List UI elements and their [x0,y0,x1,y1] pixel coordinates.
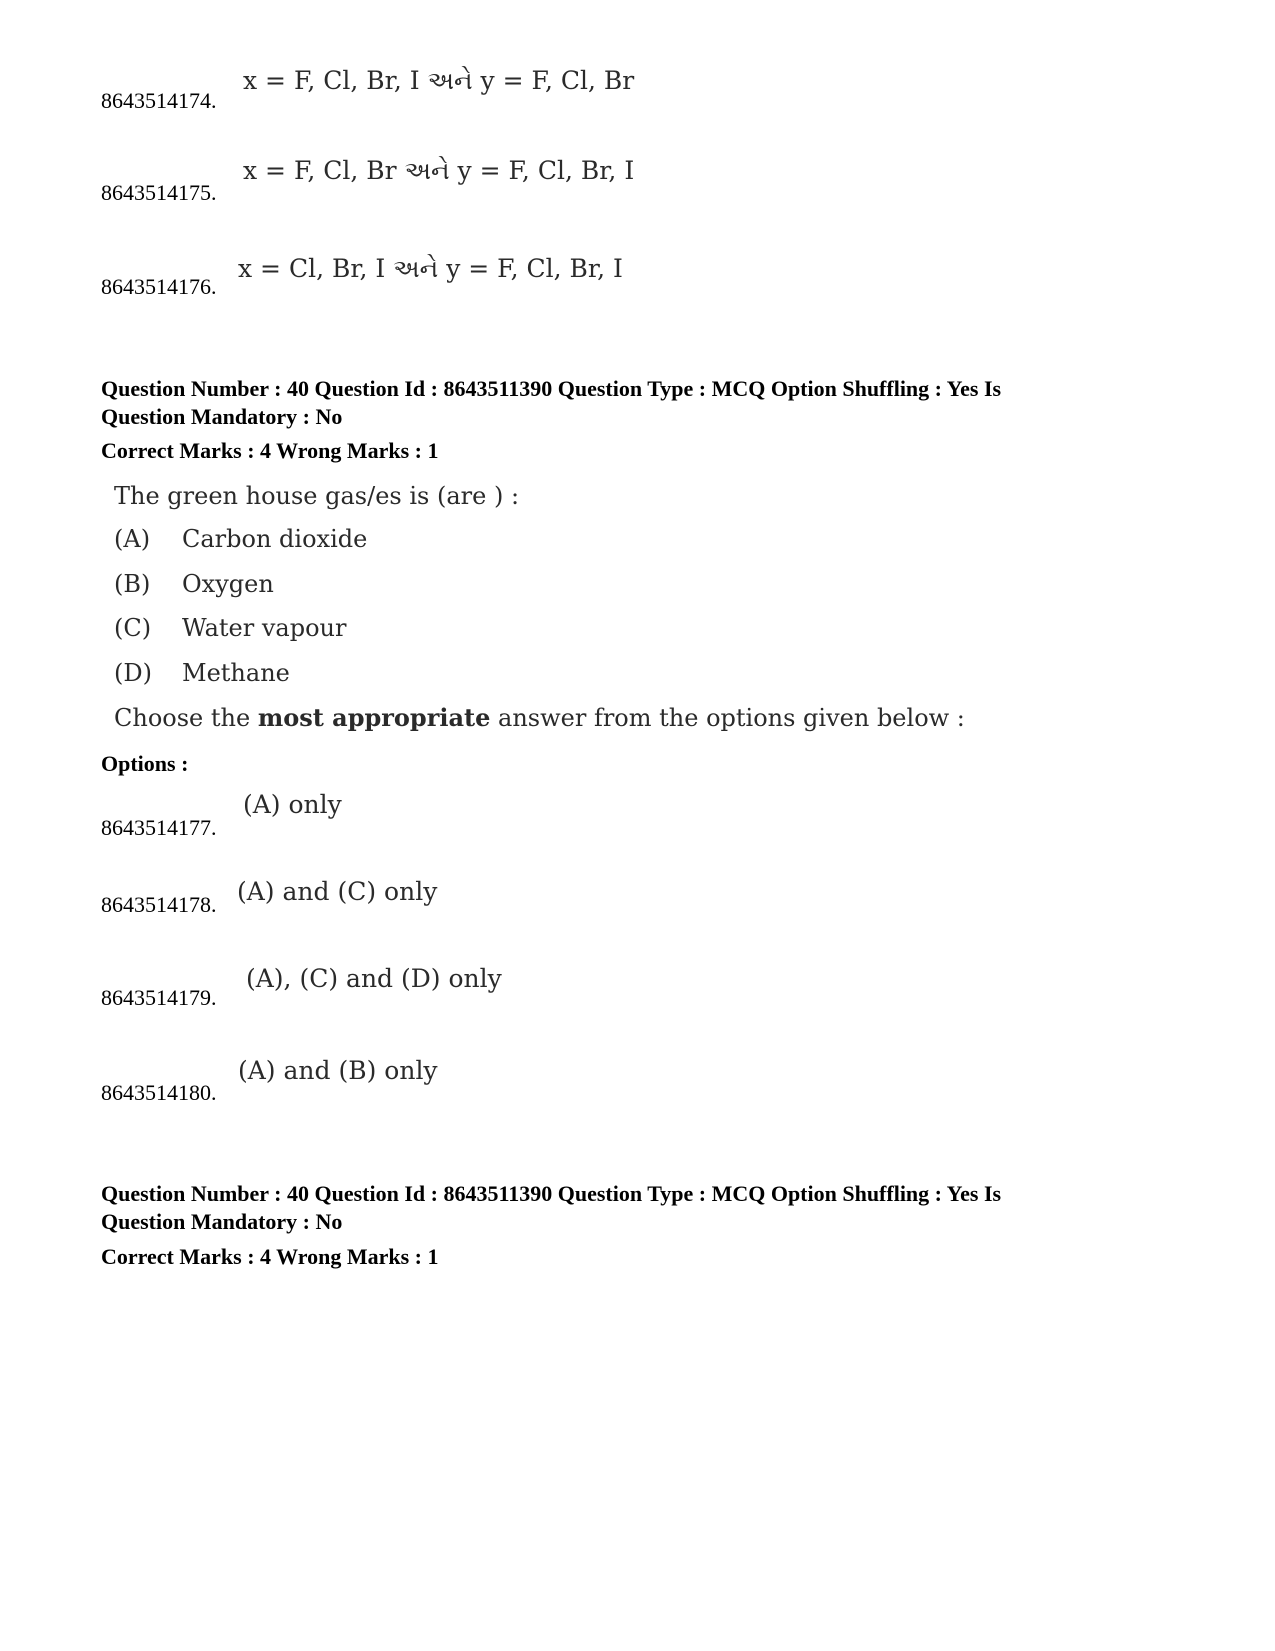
question-item-c [114,614,346,642]
instruction-bold: most appropriate [257,703,491,732]
option-text-8643514176: x = Cl, Br, I અને y = F, Cl, Br, I [238,254,623,283]
instruction-post: answer from the options given below : [490,704,965,732]
question-header [101,375,1181,431]
option-text-8643514179: (A), (C) and (D) only [246,964,502,993]
option-text-8643514175: x = F, Cl, Br અને y = F, Cl, Br, I [243,156,635,185]
question-item-b [114,570,274,598]
question-marks: Correct Marks : 4 Wrong Marks : 1 [101,438,439,463]
option-id-8643514174: 8643514174. [101,88,217,113]
option-id-8643514175: 8643514175. [101,180,217,205]
question-header-line1: Question Number : 40 Question Id : 8643511390 Question Type : MCQ Option Shuffling : Yes Is [101,376,1002,401]
item-text: Water vapour [182,614,347,642]
option-id-8643514179: 8643514179. [101,985,217,1010]
question-stem: The green house gas/es is (are ) : [114,482,520,510]
item-letter: (B) [114,570,151,598]
option-text-8643514180: (A) and (B) only [238,1056,438,1085]
item-text: Carbon dioxide [182,525,368,553]
item-letter: (D) [114,659,152,687]
question-header-line2: Question Mandatory : No [101,1209,343,1234]
option-id-8643514178: 8643514178. [101,892,217,917]
options-label: Options : [101,751,189,776]
question-item-d [114,659,290,687]
option-text-8643514178: (A) and (C) only [237,877,438,906]
question-header-2 [101,1180,1181,1236]
option-id-8643514176: 8643514176. [101,274,217,299]
option-id-8643514177: 8643514177. [101,815,217,840]
question-header-line1: Question Number : 40 Question Id : 8643511390 Question Type : MCQ Option Shuffling : Yes Is [101,1181,1002,1206]
instruction-pre: Choose the [114,704,258,732]
option-text-8643514174: x = F, Cl, Br, I અને y = F, Cl, Br [243,66,635,95]
question-item-a [114,525,367,553]
question-header-line2: Question Mandatory : No [101,404,343,429]
item-text: Oxygen [182,570,274,598]
item-letter: (A) [114,525,151,553]
item-text: Methane [182,659,290,687]
option-id-8643514180: 8643514180. [101,1080,217,1105]
option-text-8643514177: (A) only [243,790,342,819]
item-letter: (C) [114,614,152,642]
question-instruction [114,703,965,732]
question-marks-2: Correct Marks : 4 Wrong Marks : 1 [101,1244,439,1269]
